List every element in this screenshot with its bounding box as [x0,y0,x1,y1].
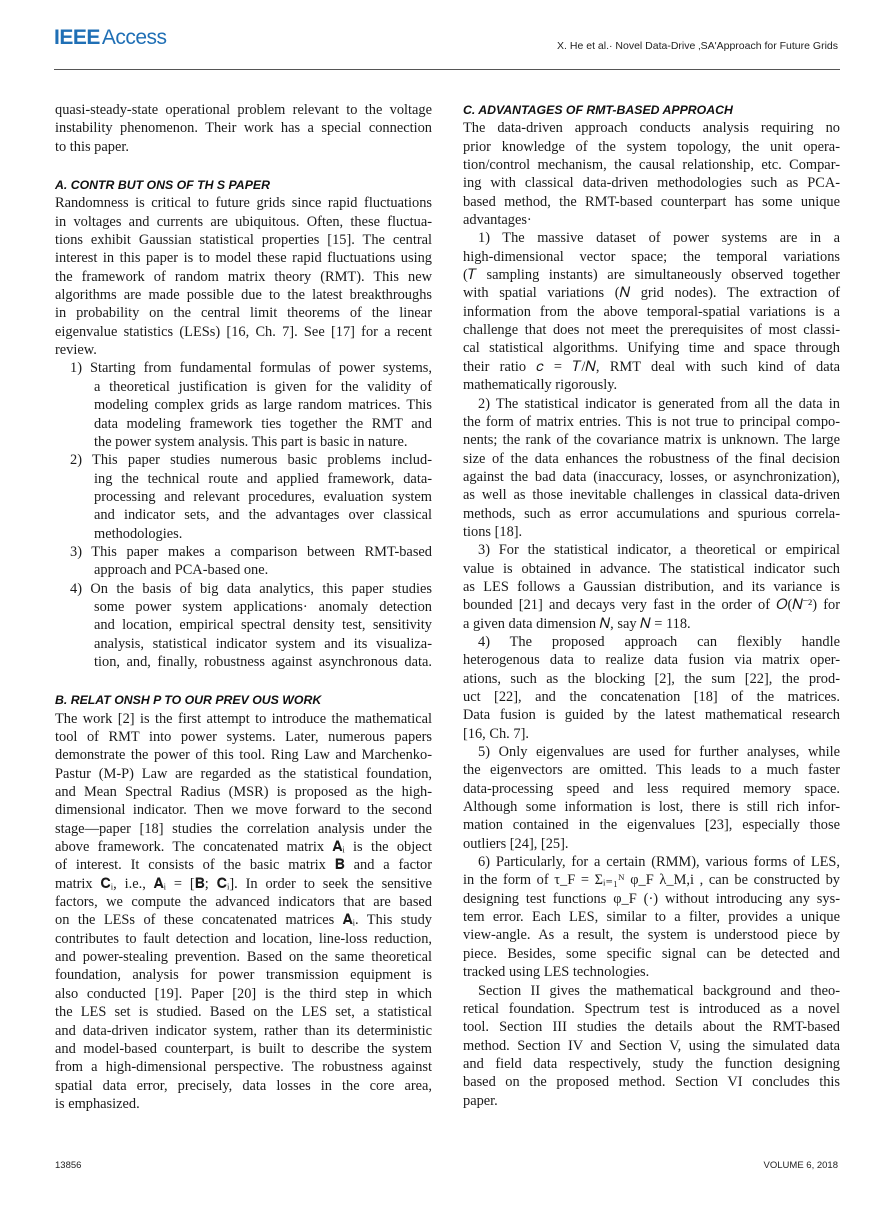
text-line: review. [55,342,97,359]
text-line: piece. Besides, some specific signal can be detected and [463,945,840,962]
text-line: modeling complex grids as large random matrices. This [94,397,432,414]
paragraph [55,710,432,1114]
text-line: analysis, statistical indicator system and its visualiza- [94,635,432,652]
text-line: dimensional indicator. Then we move forward to the second [55,802,432,819]
text-line: the LES set is studied. Based on the LES set, a statistical [55,1004,432,1021]
text-line: eigenvalue statistics (LESs) [16, Ch. 7]. See [17] for a recent [55,323,432,340]
text-line: advantages· [463,212,532,229]
text-line: data-processing speed and less required memory space. [463,780,840,797]
paragraph [463,229,840,394]
text-line: bounded [21] and decays very fast in the order of 𝑂(𝑁⁻²) for [463,597,840,614]
text-line: and field data respectively, study the function designing [463,1055,840,1072]
text-line: ations, such as the blocking [2], the sum [22], the prod- [463,670,840,687]
text-line: a given data dimension 𝑁, say 𝑁 = 118. [463,615,691,632]
text-line: in probability on the central limit theorems of the linear [55,305,432,322]
text-line: tions [18]. [463,523,523,540]
text-line: methods, such as error accumulations and spurious correla- [463,505,840,522]
text-line: instability phenomenon. Their work has a special connection [55,120,432,137]
text-line: value is obtained in advance. The statistical indicator such [463,560,840,577]
text-line: retical foundation. Spectrum test is introduced as a novel [463,1000,840,1017]
paragraph [463,541,840,633]
section-heading: C. ADVANTAGES OF RMT-BASED APPROACH [463,103,733,117]
text-line: algorithms are made possible due to the latest breakthroughs [55,287,432,304]
text-line: also conducted [19]. Paper [20] is the third step in which [55,985,432,1002]
text-line: is emphasized. [55,1095,140,1112]
paragraph [463,119,840,229]
text-line: ing with classical data-driven methodologies such as PCA- [463,175,840,192]
ieee-access-logo: IEEEAccess [54,26,167,49]
running-head: X. He et al.· Novel Data-Drive ‚SA'Approach for Future Grids [557,40,838,52]
text-line: data modeling framework ties together the RMT and [94,415,432,432]
text-line: paper. [463,1092,498,1109]
text-line: challenge that does not meet the prerequisites of most classi- [463,322,840,339]
text-line: and Mean Spectral Radius (MSR) is proposed as the high- [55,784,432,801]
text-line: 2) The statistical indicator is generated from all the data in [478,395,840,412]
section-heading: A. CONTR BUT ONS OF TH S PAPER [55,178,270,193]
paragraph [463,982,840,1110]
text-line: and model-based counterpart, is built to describe the system [55,1040,432,1057]
text-line: demonstrate the power of this tool. Ring Law and Marchenko- [55,747,432,764]
text-line: approach and PCA-based one. [94,562,269,579]
text-line: cal statistical algorithms. Unifying time and space through [463,340,840,357]
text-line: 5) Only eigenvalues are used for further analyses, while [478,744,840,761]
text-line: Randomness is critical to future grids since rapid fluctuations [55,195,432,212]
text-line: factors, we compute the advanced indicators that are based [55,894,432,911]
text-line: Section II gives the mathematical background and theo- [478,982,840,999]
text-line: uct [22], and the concatenation [18] of the matrices. [463,689,840,705]
text-line: The data-driven approach conducts analysis requiring no [463,120,840,137]
text-line: quasi-steady-state operational problem relevant to the voltage [55,102,432,118]
text-line: their ratio 𝑐 = 𝑇/𝑁, RMT deal with such kind of data [463,358,840,375]
text-line: a theoretical justification is given for the validity of [94,378,432,395]
paragraph [463,633,840,743]
text-line: processing and relevant procedures, evaluation system [94,488,432,505]
text-line: tem error. Each LES, similar to a filter, provides a unique [463,909,840,926]
paragraph [463,743,840,853]
text-line: the eigenvectors are omitted. This leads to a much faster [463,762,840,779]
text-line: in voltages and currents are ubiquitous. Often, these fluctua- [55,213,432,230]
text-line: 1) The massive dataset of power systems are in a [478,230,840,247]
text-line: Although some information is lost, there is still rich infor- [463,799,840,816]
text-line: the framework of random matrix theory (RMT). This new [55,268,432,285]
text-line: heterogenous data to realize data fusion via matrix oper- [463,652,840,669]
text-line: (𝑇 sampling instants) are simultaneously observed together [463,267,840,284]
list-item [55,359,432,451]
text-line: against the bad data (inaccuracy, losses, or asynchronization), [463,468,840,485]
text-line: mation contained in the eigenvalues [23], especially those [463,817,840,834]
text-line: 3) For the statistical indicator, a theoretical or empirical [478,542,840,559]
volume-label: VOLUME 6, 2018 [763,1160,838,1171]
left-column [55,101,432,1113]
text-line: interest in this paper is to model these rapid fluctuations using [55,250,432,267]
text-line: some power system applications· anomaly detection [94,598,432,615]
text-line: from a high-dimensional perspective. The robustness against [55,1059,432,1076]
text-line: matrix 𝐂ᵢ, i.e., 𝐀ᵢ = [𝐁; 𝐂ᵢ]. In order to seek the sensitive [55,875,432,892]
text-line: tion, and, finally, robustness against asynchronous data. [94,653,432,670]
text-line: the form of matrix entries. This is not true to principal compo- [463,413,840,430]
paragraph [55,101,432,156]
text-line: nents; the rank of the covariance matrix is unknown. The large [463,432,840,449]
paragraph [463,853,840,981]
text-line: 4) The proposed approach can flexibly handle [478,633,840,650]
paragraph [463,395,840,542]
text-line: of interest. It consists of the basic matrix 𝐁 and a factor [55,857,432,874]
text-line: and indicator sets, and the advantages over classical [94,507,432,524]
text-line: tool. Section III studies the details about the RMT-based [463,1019,840,1036]
text-line: on the LESs of these concatenated matrices 𝐀ᵢ. This study [55,912,432,929]
text-line: high-dimensional vector space; the temporal variations [463,248,840,265]
text-line: and location, empirical spectral density test, sensitivity [94,617,432,634]
text-line: outliers [24], [25]. [463,835,569,852]
text-line: tool of RMT into power systems. Later, numerous papers [55,729,432,745]
text-line: to this paper. [55,138,129,155]
text-line: above framework. The concatenated matrix 𝐀ᵢ is the object [55,839,432,856]
right-column [463,101,840,1110]
text-line: 4) On the basis of big data analytics, this paper studies [70,580,432,597]
text-line: Pastur (M-P) Law are regarded as the statistical foundation, [55,765,432,782]
text-line: methodologies. [94,525,183,542]
text-line: ing the technical route and applied framework, data- [94,470,432,487]
text-line: 3) This paper makes a comparison between RMT-based [70,543,432,560]
list-item [55,543,432,580]
text-line: tion/control mechanism, the causal relationship, etc. Compar- [463,157,840,174]
list-item [55,451,432,543]
text-line: foundation, analysis for power transmission equipment is [55,967,432,984]
text-line: tracked using LES technologies. [463,964,650,981]
text-line: view-angle. As a result, the system is understood piece by [463,927,840,944]
list-item [55,580,432,672]
text-line: method. Section IV and Section V, using the simulated data [463,1037,840,1054]
text-line: in the form of τ_F = Σᵢ₌₁ᴺ φ_F λ_M,i , can be constructed by [463,872,840,889]
text-line: as LES follows a Gaussian distribution, and its variance is [463,578,840,595]
section-heading: B. RELAT ONSH P TO OUR PREV OUS WORK [55,693,322,708]
text-line: the power system analysis. This part is basic in nature. [94,433,408,450]
text-line: 2) This paper studies numerous basic problems includ- [70,452,432,469]
text-line: designing test functions φ_F (·) without introducing any sys- [463,890,840,907]
text-line: mathematically rigorously. [463,377,618,394]
text-line: The work [2] is the first attempt to introduce the mathematical [55,710,432,727]
page-number: 13856 [55,1160,82,1171]
text-line: spatial data error, precisely, data losses in the core area, [55,1077,432,1094]
text-line: Data fusion is guided by the latest mathematical research [463,707,840,724]
text-line: [16, Ch. 7]. [463,725,529,742]
header-rule [54,69,840,70]
text-line: as well as those inevitable challenges in classical data-driven [463,487,840,504]
text-line: prior knowledge of the system topology, the unit opera- [463,138,840,155]
text-line: based on the proposed method. Section VI concludes this [463,1074,840,1091]
text-line: and power-stealing prevention. Based on the same theoretical [55,949,432,966]
text-line: with spatial variations (𝑁 grid nodes). The extraction of [463,285,840,302]
text-line: based method, the RMT-based counterpart has some unique [463,193,840,210]
text-line: information from the above temporal-spatial variations is a [463,303,840,320]
text-line: size of the data enhances the robustness of the final decision [463,450,840,467]
text-line: stage—paper [18] studies the correlation analysis under the [55,820,432,837]
text-line: 6) Particularly, for a certain (RMM), various forms of LES, [478,854,840,871]
text-line: and data-driven indicator system, rather than its deterministic [55,1022,432,1039]
text-line: contributes to fault detection and location, line-loss reduction, [55,930,432,947]
paragraph [55,194,432,359]
text-line: 1) Starting from fundamental formulas of power systems, [70,360,432,377]
text-line: tions exhibit Gaussian statistical properties [15]. The central [55,232,432,249]
